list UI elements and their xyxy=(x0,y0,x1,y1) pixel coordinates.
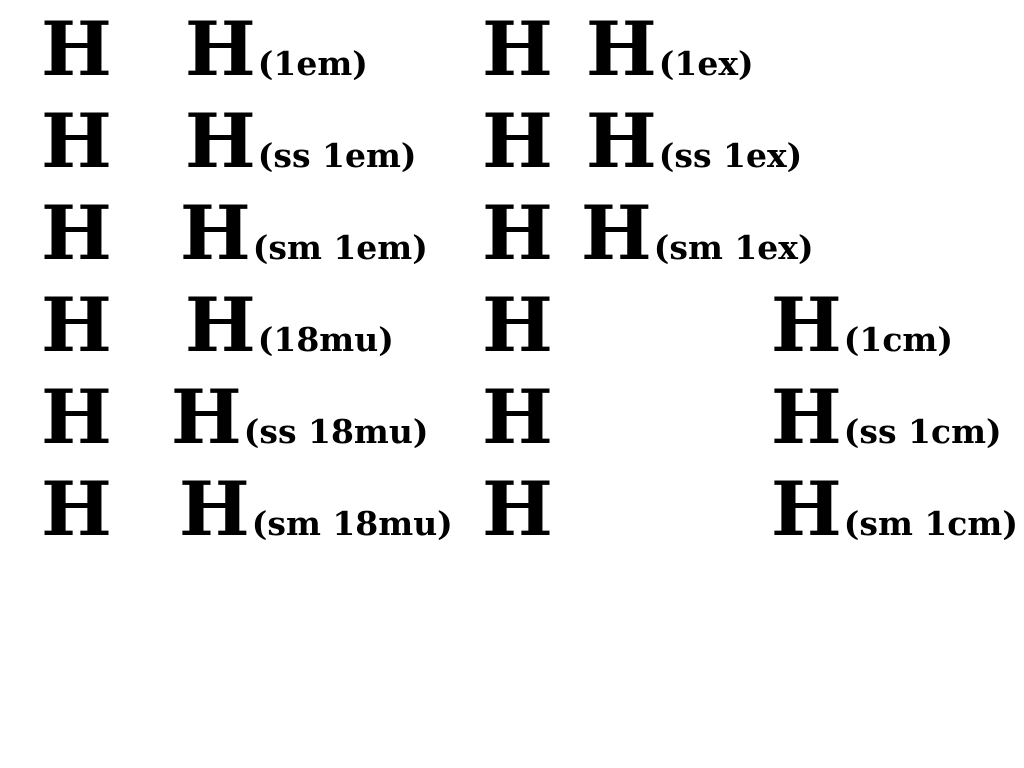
second-h-glyph: H xyxy=(585,5,657,93)
first-h-glyph: H xyxy=(482,189,553,277)
spacing-test-row xyxy=(482,463,1018,555)
first-h-glyph: H xyxy=(482,97,553,185)
spacing-test-row xyxy=(482,279,1018,371)
spacing-test-row xyxy=(482,371,1018,463)
spacing-unit-label: (ss 1ex) xyxy=(658,136,803,175)
second-h-glyph: H xyxy=(184,97,256,185)
first-h-glyph: H xyxy=(41,465,112,553)
first-h-glyph: H xyxy=(41,373,112,461)
first-h-glyph: H xyxy=(41,97,112,185)
spacing-test-row xyxy=(41,187,453,279)
spacing-test-row xyxy=(41,3,453,95)
space-gap xyxy=(112,74,185,75)
spacing-test-row xyxy=(41,279,453,371)
second-h-glyph: H xyxy=(770,281,842,369)
first-h-glyph: H xyxy=(482,281,553,369)
second-h-glyph: H xyxy=(179,189,251,277)
space-gap xyxy=(553,442,771,443)
spacing-unit-label: (sm 1cm) xyxy=(843,504,1018,543)
space-gap xyxy=(112,258,180,259)
space-gap xyxy=(112,442,171,443)
spacing-unit-label: (sm 18mu) xyxy=(251,504,453,543)
spacing-column-right xyxy=(482,3,1018,555)
first-h-glyph: H xyxy=(41,189,112,277)
space-gap xyxy=(112,166,185,167)
space-gap xyxy=(112,350,185,351)
first-h-glyph: H xyxy=(41,5,112,93)
space-gap xyxy=(553,350,771,351)
second-h-glyph: H xyxy=(178,465,250,553)
first-h-glyph: H xyxy=(482,373,553,461)
second-h-glyph: H xyxy=(580,189,652,277)
second-h-glyph: H xyxy=(770,373,842,461)
spacing-column-left xyxy=(41,3,453,555)
spacing-unit-label: (sm 1ex) xyxy=(653,228,814,267)
spacing-unit-label: (1ex) xyxy=(658,44,754,83)
space-gap xyxy=(553,166,586,167)
spacing-unit-label: (sm 1em) xyxy=(252,228,428,267)
first-h-glyph: H xyxy=(482,5,553,93)
second-h-glyph: H xyxy=(184,281,256,369)
spacing-test-row xyxy=(41,371,453,463)
spacing-unit-label: (1cm) xyxy=(843,320,953,359)
space-gap xyxy=(553,258,581,259)
spacing-unit-label: (ss 18mu) xyxy=(243,412,429,451)
second-h-glyph: H xyxy=(170,373,242,461)
space-gap xyxy=(112,534,179,535)
spacing-unit-label: (ss 1cm) xyxy=(843,412,1002,451)
space-gap xyxy=(553,534,771,535)
spacing-unit-label: (ss 1em) xyxy=(257,136,417,175)
spacing-test-row xyxy=(41,95,453,187)
second-h-glyph: H xyxy=(585,97,657,185)
spacing-test-row xyxy=(482,3,1018,95)
spacing-unit-label: (18mu) xyxy=(257,320,394,359)
second-h-glyph: H xyxy=(770,465,842,553)
spacing-unit-label: (1em) xyxy=(257,44,368,83)
space-gap xyxy=(553,74,586,75)
spacing-test-row xyxy=(482,95,1018,187)
first-h-glyph: H xyxy=(482,465,553,553)
spacing-test-row xyxy=(41,463,453,555)
second-h-glyph: H xyxy=(184,5,256,93)
spacing-test-row xyxy=(482,187,1018,279)
first-h-glyph: H xyxy=(41,281,112,369)
